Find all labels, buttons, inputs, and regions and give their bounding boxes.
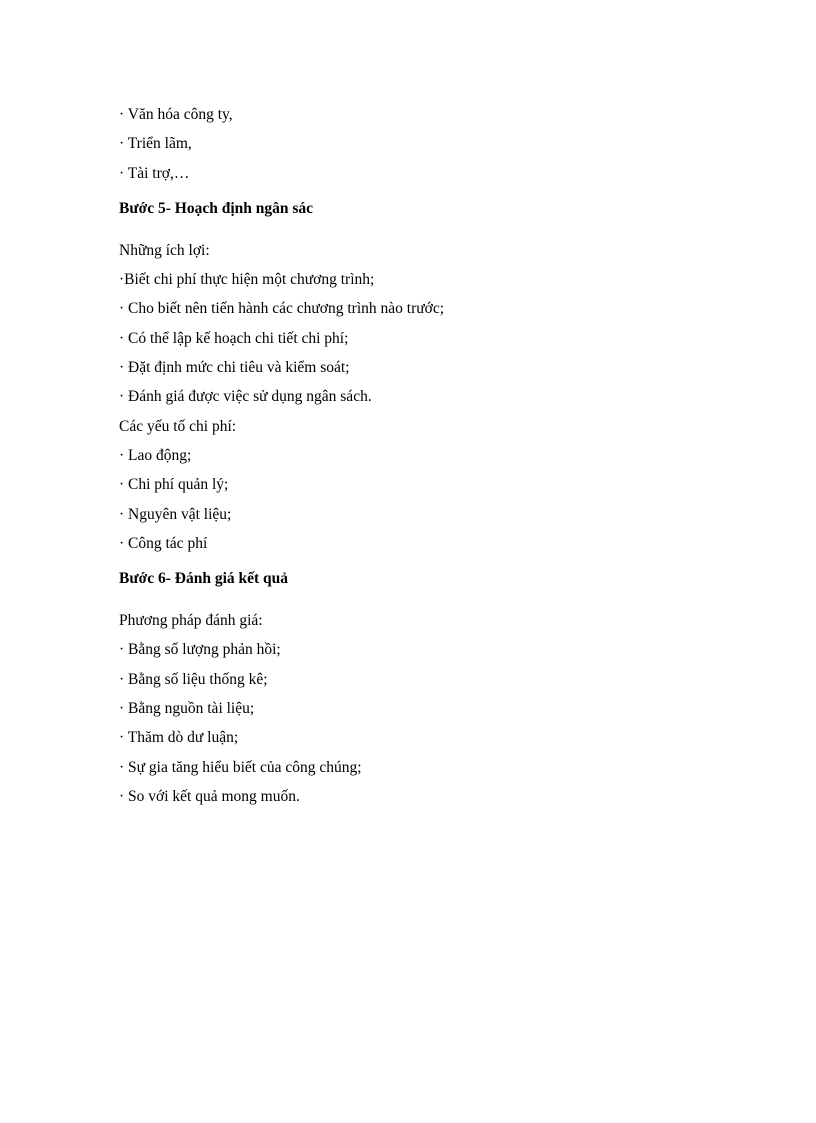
list-item: · Nguyên vật liệu; xyxy=(119,505,232,523)
list-item: · Triển lãm, xyxy=(119,135,192,153)
methods-title: Phương pháp đánh giá: xyxy=(119,612,263,630)
list-item: ·Biết chi phí thực hiện một chương trình; xyxy=(119,271,375,289)
list-item: · Đặt định mức chi tiêu và kiểm soát; xyxy=(119,359,350,377)
list-item: · Có thể lập kế hoạch chi tiết chi phí; xyxy=(119,329,349,347)
list-item: · Bằng số lượng phản hồi; xyxy=(119,641,281,659)
list-item: · Chi phí quản lý; xyxy=(119,476,229,494)
step5-section xyxy=(119,236,719,558)
intro-list xyxy=(119,100,719,188)
list-item: · Đánh giá được việc sử dụng ngân sách. xyxy=(119,388,372,406)
document-body xyxy=(119,100,719,811)
list-item: · Tài trợ,… xyxy=(119,164,190,182)
list-item: · Lao động; xyxy=(119,446,192,464)
list-item: · Cho biết nên tiến hành các chương trình nào trước; xyxy=(119,300,445,318)
list-item: · Sự gia tăng hiểu biết của công chúng; xyxy=(119,758,362,776)
list-item: · Văn hóa công ty, xyxy=(119,106,233,123)
list-item: · Thăm dò dư luận; xyxy=(119,729,239,747)
step6-heading: Bước 6- Đánh giá kết quả xyxy=(119,570,289,588)
benefits-title: Những ích lợi: xyxy=(119,241,210,259)
list-item: · Bằng số liệu thống kê; xyxy=(119,670,268,688)
list-item: · Bằng nguồn tài liệu; xyxy=(119,700,255,718)
cost-title: Các yếu tố chi phí: xyxy=(119,417,237,435)
step5-heading: Bước 5- Hoạch định ngân sác xyxy=(119,199,314,217)
step6-section xyxy=(119,606,719,811)
list-item: · So với kết quả mong muốn. xyxy=(119,787,300,805)
list-item: · Công tác phí xyxy=(119,534,208,552)
